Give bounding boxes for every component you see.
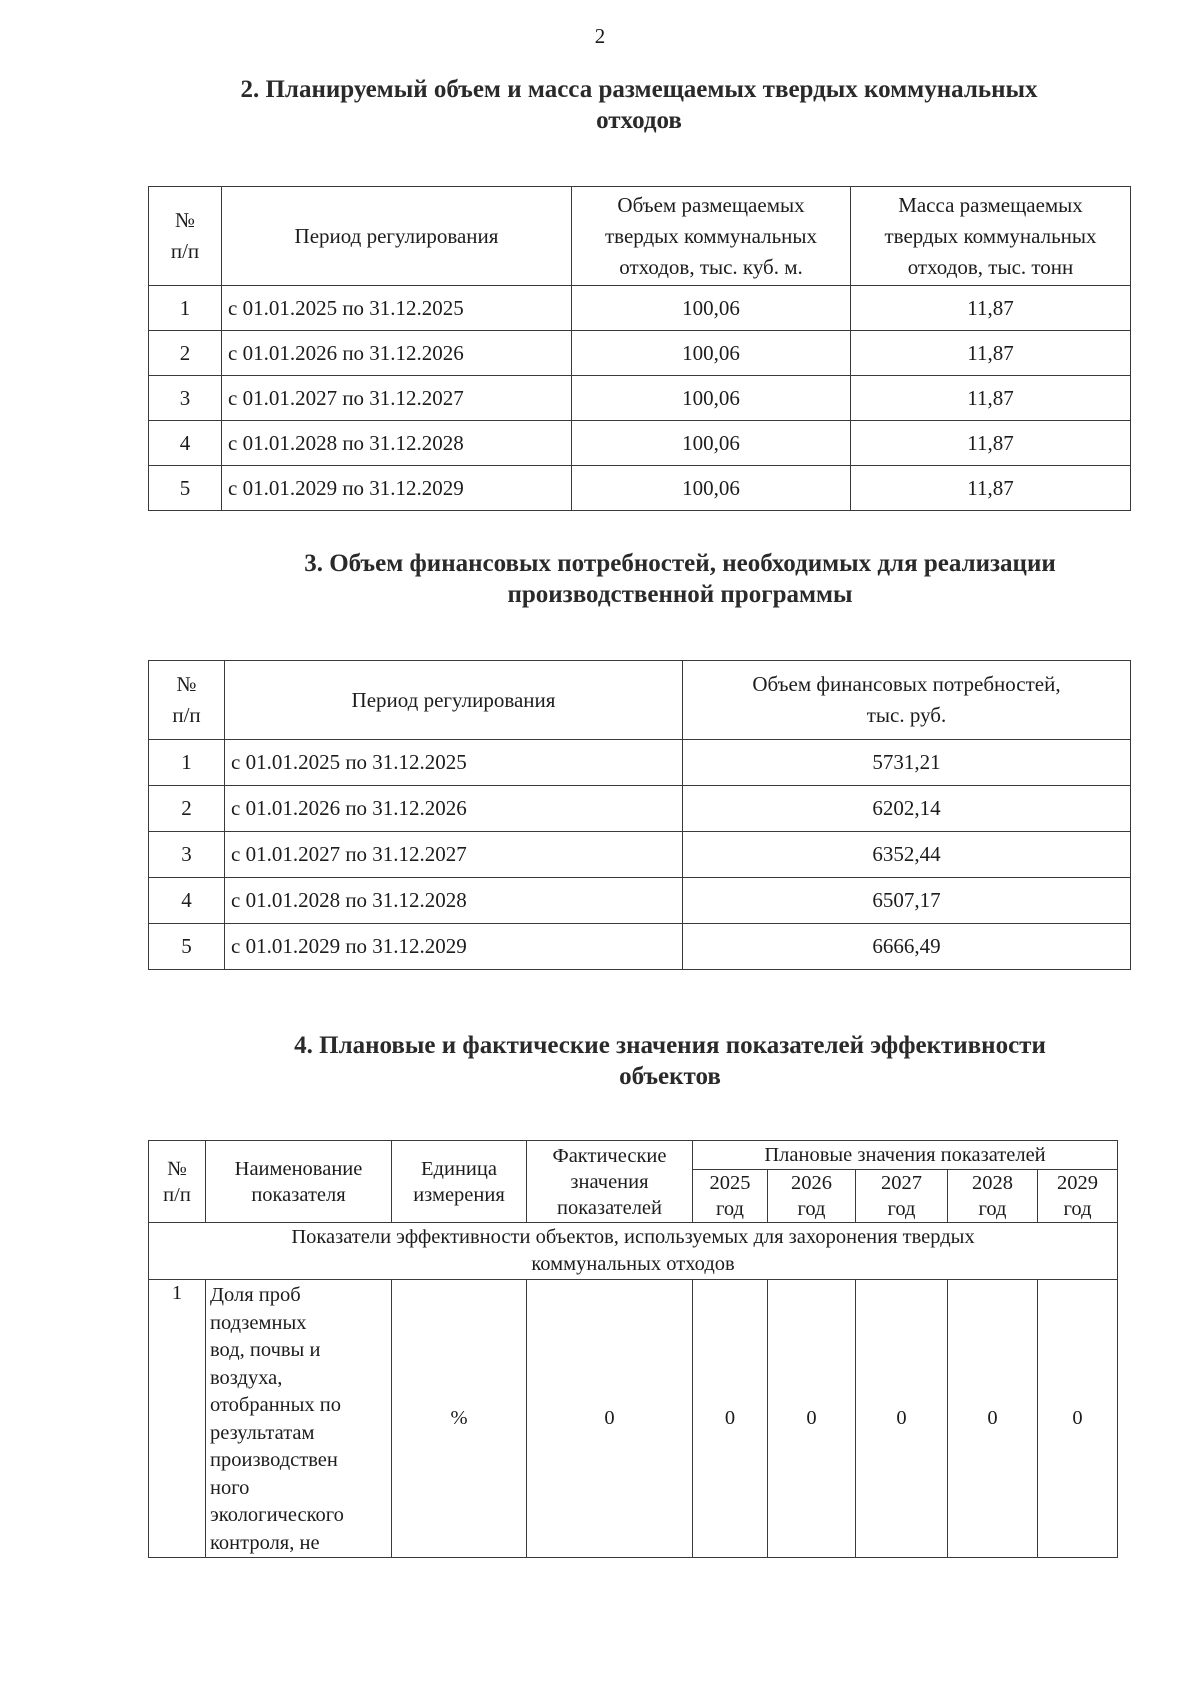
row-num: 1 — [149, 1280, 206, 1558]
col-actual-header-line2: значения — [570, 1170, 649, 1193]
row-num: 3 — [149, 376, 222, 421]
col-year-2027-header — [856, 1170, 948, 1223]
row-period: с 01.01.2027 по 31.12.2027 — [222, 376, 572, 421]
year-suffix: год — [797, 1198, 826, 1220]
section2-title-line2: отходов — [596, 107, 682, 134]
indicator-name-line: подземных — [210, 1311, 307, 1334]
col-finance-header-line1: Объем финансовых потребностей, — [752, 672, 1061, 696]
row-period: с 01.01.2026 по 31.12.2026 — [225, 786, 683, 832]
row-num: 5 — [149, 924, 225, 970]
row-volume: 100,06 — [572, 376, 851, 421]
section2-title-line1: 2. Планируемый объем и масса размещаемых твердых коммунальных — [240, 76, 1038, 103]
row-period: с 01.01.2025 по 31.12.2025 — [225, 740, 683, 786]
col-unit-header-line2: измерения — [413, 1183, 505, 1206]
row-period: с 01.01.2029 по 31.12.2029 — [225, 924, 683, 970]
year-label: 2028 — [972, 1172, 1013, 1194]
group-heading-line1: Показатели эффективности объектов, используемых для захоронения твердых — [291, 1226, 975, 1248]
row-volume: 100,06 — [572, 286, 851, 331]
col-year-2028-header — [948, 1170, 1038, 1223]
year-label: 2029 — [1057, 1172, 1099, 1194]
col-volume-header-line1: Объем размещаемых — [617, 192, 805, 217]
table-row — [149, 832, 1131, 878]
col-num-header — [149, 1141, 206, 1223]
row-mass: 11,87 — [851, 376, 1131, 421]
col-num-header-line2: п/п — [172, 703, 201, 727]
waste-volume-table — [148, 186, 1131, 511]
section3-title — [230, 548, 1130, 610]
row-2028: 0 — [948, 1280, 1038, 1558]
page-number: 2 — [594, 24, 606, 48]
row-period: с 01.01.2026 по 31.12.2026 — [222, 331, 572, 376]
section4-title — [230, 1030, 1110, 1092]
indicator-name-line: экологического — [210, 1504, 344, 1526]
row-amount: 5731,21 — [683, 740, 1131, 786]
row-volume: 100,06 — [572, 466, 851, 511]
table-header-row — [149, 187, 1131, 286]
year-suffix: год — [978, 1198, 1007, 1220]
col-num-header-line2: п/п — [163, 1183, 191, 1206]
row-volume: 100,06 — [572, 421, 851, 466]
col-finance-header-line2: тыс. руб. — [866, 703, 947, 727]
financial-needs-table — [148, 660, 1131, 970]
col-actual-header-line3: показателей — [557, 1196, 662, 1219]
row-mass: 11,87 — [851, 466, 1131, 511]
col-num-header-line1: № — [167, 1157, 187, 1180]
group-heading-line2: коммунальных отходов — [531, 1253, 735, 1275]
indicator-name-line: контроля, не — [210, 1531, 320, 1554]
col-year-2026-header — [768, 1170, 856, 1223]
row-amount: 6507,17 — [683, 878, 1131, 924]
col-period-header: Период регулирования — [225, 661, 683, 740]
indicator-name — [206, 1280, 392, 1558]
row-num: 4 — [149, 878, 225, 924]
col-finance-header — [683, 661, 1131, 740]
col-num-header-line2: п/п — [170, 239, 200, 263]
year-suffix: год — [716, 1198, 744, 1220]
table-row — [149, 331, 1131, 376]
table-row — [149, 286, 1131, 331]
col-year-2025-header — [693, 1170, 768, 1223]
year-label: 2026 — [791, 1172, 832, 1194]
row-num: 3 — [149, 832, 225, 878]
table-row — [149, 924, 1131, 970]
row-2029: 0 — [1038, 1280, 1118, 1558]
indicator-name-line: Доля проб — [210, 1284, 301, 1306]
indicator-name-line: производствен — [210, 1449, 338, 1471]
section4-title-line1: 4. Плановые и фактические значения показателей эффективности — [294, 1032, 1046, 1059]
row-2026: 0 — [768, 1280, 856, 1558]
row-amount: 6352,44 — [683, 832, 1131, 878]
col-name-header — [206, 1141, 392, 1223]
year-label: 2027 — [881, 1172, 922, 1194]
col-num-header-line1: № — [176, 672, 197, 696]
col-planned-header: Плановые значения показателей — [693, 1141, 1118, 1170]
col-year-2029-header — [1038, 1170, 1118, 1223]
col-mass-header — [851, 187, 1131, 286]
row-amount: 6202,14 — [683, 786, 1131, 832]
row-period: с 01.01.2025 по 31.12.2025 — [222, 286, 572, 331]
row-period: с 01.01.2027 по 31.12.2027 — [225, 832, 683, 878]
col-mass-header-line3: отходов, тыс. тонн — [907, 254, 1074, 279]
indicator-name-line: ного — [210, 1476, 250, 1499]
row-2027: 0 — [856, 1280, 948, 1558]
indicator-name-line: воздуха, — [210, 1366, 283, 1389]
col-mass-header-line1: Масса размещаемых — [898, 192, 1083, 217]
col-mass-header-line2: твердых коммунальных — [884, 223, 1097, 248]
row-num: 1 — [149, 740, 225, 786]
year-suffix: год — [887, 1198, 916, 1220]
col-num-header-line1: № — [174, 208, 196, 232]
col-num-header — [149, 187, 222, 286]
col-period-header: Период регулирования — [222, 187, 572, 286]
row-mass: 11,87 — [851, 331, 1131, 376]
section2-title — [148, 74, 1130, 136]
col-volume-header — [572, 187, 851, 286]
indicator-name-line: вод, почвы и — [210, 1339, 321, 1361]
row-2025: 0 — [693, 1280, 768, 1558]
row-volume: 100,06 — [572, 331, 851, 376]
table-row — [149, 376, 1131, 421]
row-num: 2 — [149, 331, 222, 376]
table-header-row — [149, 1141, 1118, 1170]
col-name-header-line2: показателя — [251, 1183, 346, 1206]
efficiency-indicators-table — [148, 1140, 1118, 1558]
year-suffix: год — [1063, 1198, 1092, 1220]
row-num: 1 — [149, 286, 222, 331]
row-mass: 11,87 — [851, 421, 1131, 466]
row-actual: 0 — [527, 1280, 693, 1558]
row-num: 5 — [149, 466, 222, 511]
year-label: 2025 — [709, 1172, 751, 1194]
table-header-row — [149, 661, 1131, 740]
row-period: с 01.01.2029 по 31.12.2029 — [222, 466, 572, 511]
table-row — [149, 466, 1131, 511]
row-period: с 01.01.2028 по 31.12.2028 — [225, 878, 683, 924]
row-amount: 6666,49 — [683, 924, 1131, 970]
row-period: с 01.01.2028 по 31.12.2028 — [222, 421, 572, 466]
col-actual-header — [527, 1141, 693, 1223]
table-row — [149, 421, 1131, 466]
group-heading-row — [149, 1223, 1118, 1280]
indicator-name-line: отобранных по — [210, 1394, 342, 1416]
row-mass: 11,87 — [851, 286, 1131, 331]
group-heading — [149, 1223, 1118, 1280]
col-unit-header-line1: Единица — [421, 1157, 497, 1180]
table-row — [149, 1280, 1118, 1558]
row-unit: % — [392, 1280, 527, 1558]
col-num-header — [149, 661, 225, 740]
col-unit-header — [392, 1141, 527, 1223]
row-num: 2 — [149, 786, 225, 832]
row-num: 4 — [149, 421, 222, 466]
table-row — [149, 740, 1131, 786]
col-volume-header-line2: твердых коммунальных — [604, 223, 818, 248]
section3-title-line2: производственной программы — [507, 581, 853, 608]
section4-title-line2: объектов — [619, 1063, 721, 1090]
col-name-header-line1: Наименование — [234, 1157, 363, 1180]
col-volume-header-line3: отходов, тыс. куб. м. — [619, 254, 803, 279]
indicator-name-line: результатам — [210, 1421, 315, 1444]
col-actual-header-line1: Фактические — [552, 1144, 667, 1167]
section3-title-line1: 3. Объем финансовых потребностей, необходимых для реализации — [304, 550, 1056, 577]
table-row — [149, 786, 1131, 832]
table-row — [149, 878, 1131, 924]
